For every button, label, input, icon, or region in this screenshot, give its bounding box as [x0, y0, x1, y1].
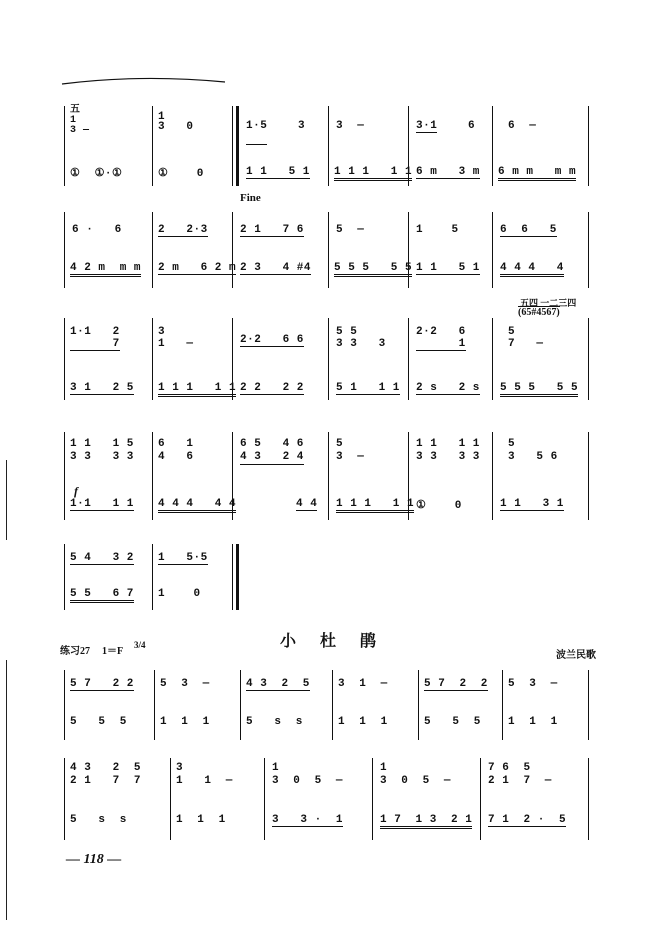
system-3 [60, 310, 595, 400]
measure-bottom: 2 m 6 2 m [158, 262, 237, 274]
measure-top: 5 3 — [336, 438, 365, 463]
measure-bottom: 5 1 1 1 [336, 382, 400, 394]
tie-arc [60, 72, 230, 92]
measure-bottom: 5 5 5 5 5 [500, 382, 578, 397]
measure-top: 五 1 3 — [70, 105, 90, 136]
measure-bottom: 2 s 2 s [416, 382, 480, 394]
time-signature: 3/4 [134, 640, 146, 650]
measure-top: 5 — [336, 224, 365, 236]
measure-top: 4 3 2 5 [246, 678, 310, 690]
dynamic-marking: f [74, 484, 78, 498]
measure-top: 6 — [508, 120, 537, 132]
measure-top: 1 3 0 [158, 111, 194, 133]
measure-bottom: 1 1 3 1 [500, 498, 564, 510]
measure-bottom: 4 4 4 4 4 [158, 498, 236, 513]
measure-bottom: ① 0 [158, 168, 204, 180]
fine-marking: Fine [240, 192, 261, 204]
measure-top: 5 7 2 2 [70, 678, 134, 690]
annotation: (65#4567) [518, 307, 560, 318]
measure-top: 3 — [336, 120, 365, 132]
binding-mark [6, 460, 7, 540]
measure-bottom: 1 1 5 1 [246, 166, 310, 178]
measure-top: 6 5 4 6 4 3 2 4 [240, 438, 304, 463]
measure-top: 3 1 1 — [176, 762, 233, 787]
measure-bottom: 1 0 [158, 588, 201, 600]
measure-top: 5 7 2 2 [424, 678, 488, 690]
system-1 [60, 96, 595, 186]
measure-top: 1·5 [246, 120, 267, 145]
measure-bottom: 1 1 1 [176, 814, 226, 826]
measure-bottom: 1 1 1 1 1 [336, 498, 414, 513]
measure-top: 2·2 6 1 [416, 326, 466, 350]
exercise-number: 练习27 [60, 646, 90, 657]
measure-top: 1 1 1 1 3 3 3 3 [416, 438, 480, 463]
measure-top: 3 1 — [338, 678, 388, 690]
measure-bottom: 1 1 1 1 1 [158, 382, 236, 397]
measure-top: 5 5 3 3 3 [336, 326, 386, 350]
measure-top: 3 1 — [158, 326, 194, 350]
system-5 [60, 540, 595, 612]
measure-bottom: 1 1 1 [508, 716, 558, 728]
measure-top: 7 6 5 2 1 7 — [488, 762, 552, 787]
measure-bottom: 5 5 6 7 [70, 588, 134, 603]
system-4 [60, 424, 595, 520]
measure-top: 2 2·3 [158, 224, 208, 236]
measure-bottom: 6 m 3 m [416, 166, 480, 178]
measure-top: 2 1 7 6 [240, 224, 304, 236]
measure-bottom: 3 3 · 1 [272, 814, 344, 826]
measure-bottom: 5 s s [70, 814, 127, 826]
measure-top: 1 5 [416, 224, 459, 236]
measure-top: 5 7 — [508, 326, 544, 350]
source-label: 波兰民歌 [556, 650, 596, 661]
measure-top: 6 [468, 120, 476, 132]
measure-bottom: 2 2 2 2 [240, 382, 304, 394]
system-2 [60, 206, 595, 288]
measure-bottom: 1 1 1 1 1 [334, 166, 412, 181]
measure-top: 4 3 2 5 2 1 7 7 [70, 762, 142, 787]
measure-bottom: 4 4 4 4 [500, 262, 564, 277]
key-signature: 1＝F [102, 646, 124, 657]
measure-bottom: 5 5 5 [424, 716, 481, 728]
measure-top: 5 3 — [508, 678, 558, 690]
measure-top: 5 4 3 2 [70, 552, 134, 564]
measure-bottom: 4 2 m m m [70, 262, 141, 277]
measure-bottom: 1 1 1 [160, 716, 210, 728]
measure-bottom: 1 1 1 [338, 716, 388, 728]
measure-bottom: 5 s s [246, 716, 303, 728]
measure-top: 2·2 6 6 [240, 334, 304, 346]
measure-top: 5 3 5 6 [508, 438, 558, 463]
measure-bottom: 5 5 5 [70, 716, 127, 728]
measure-bottom: 6 m m m m [498, 166, 576, 181]
measure-bottom: 5 5 5 5 5 [334, 262, 412, 277]
measure-top: 1 3 0 5 — [380, 762, 452, 787]
measure-bottom: 2 3 4 #4 [240, 262, 312, 274]
system-6 [60, 664, 595, 742]
piece-title: 小 杜 鹃 [280, 633, 387, 650]
measure-top: 6 6 5 [500, 224, 557, 236]
measure-top: 1·1 2 7 [70, 326, 120, 350]
measure-top: 1 5·5 [158, 552, 208, 564]
measure-top: 1 3 0 5 — [272, 762, 344, 787]
measure-top: 6 1 4 6 [158, 438, 194, 463]
measure-bottom: 1·1 1 1 [70, 498, 134, 510]
measure-top: 3 [298, 120, 306, 132]
annotation: 五四 一二三四 [520, 298, 577, 308]
measure-bottom: ① ①·① [70, 168, 123, 180]
measure-bottom: 7 1 2 · 5 [488, 814, 567, 826]
measure-bottom: 1 1 5 1 [416, 262, 480, 274]
page-number: — 118 — [66, 852, 122, 867]
measure-bottom: 1 7 1 3 2 1 [380, 814, 472, 829]
measure-bottom: ① 0 [416, 500, 462, 512]
measure-bottom: 4 4 [296, 498, 318, 510]
measure-top: 1 1 1 5 3 3 3 3 [70, 438, 134, 463]
measure-top: 5 3 — [160, 678, 210, 690]
binding-mark [6, 660, 7, 920]
system-7 [60, 752, 595, 842]
measure-top: 6 · 6 [72, 224, 122, 236]
measure-bottom: 3 1 2 5 [70, 382, 134, 394]
measure-top: 3·1 [416, 120, 438, 132]
